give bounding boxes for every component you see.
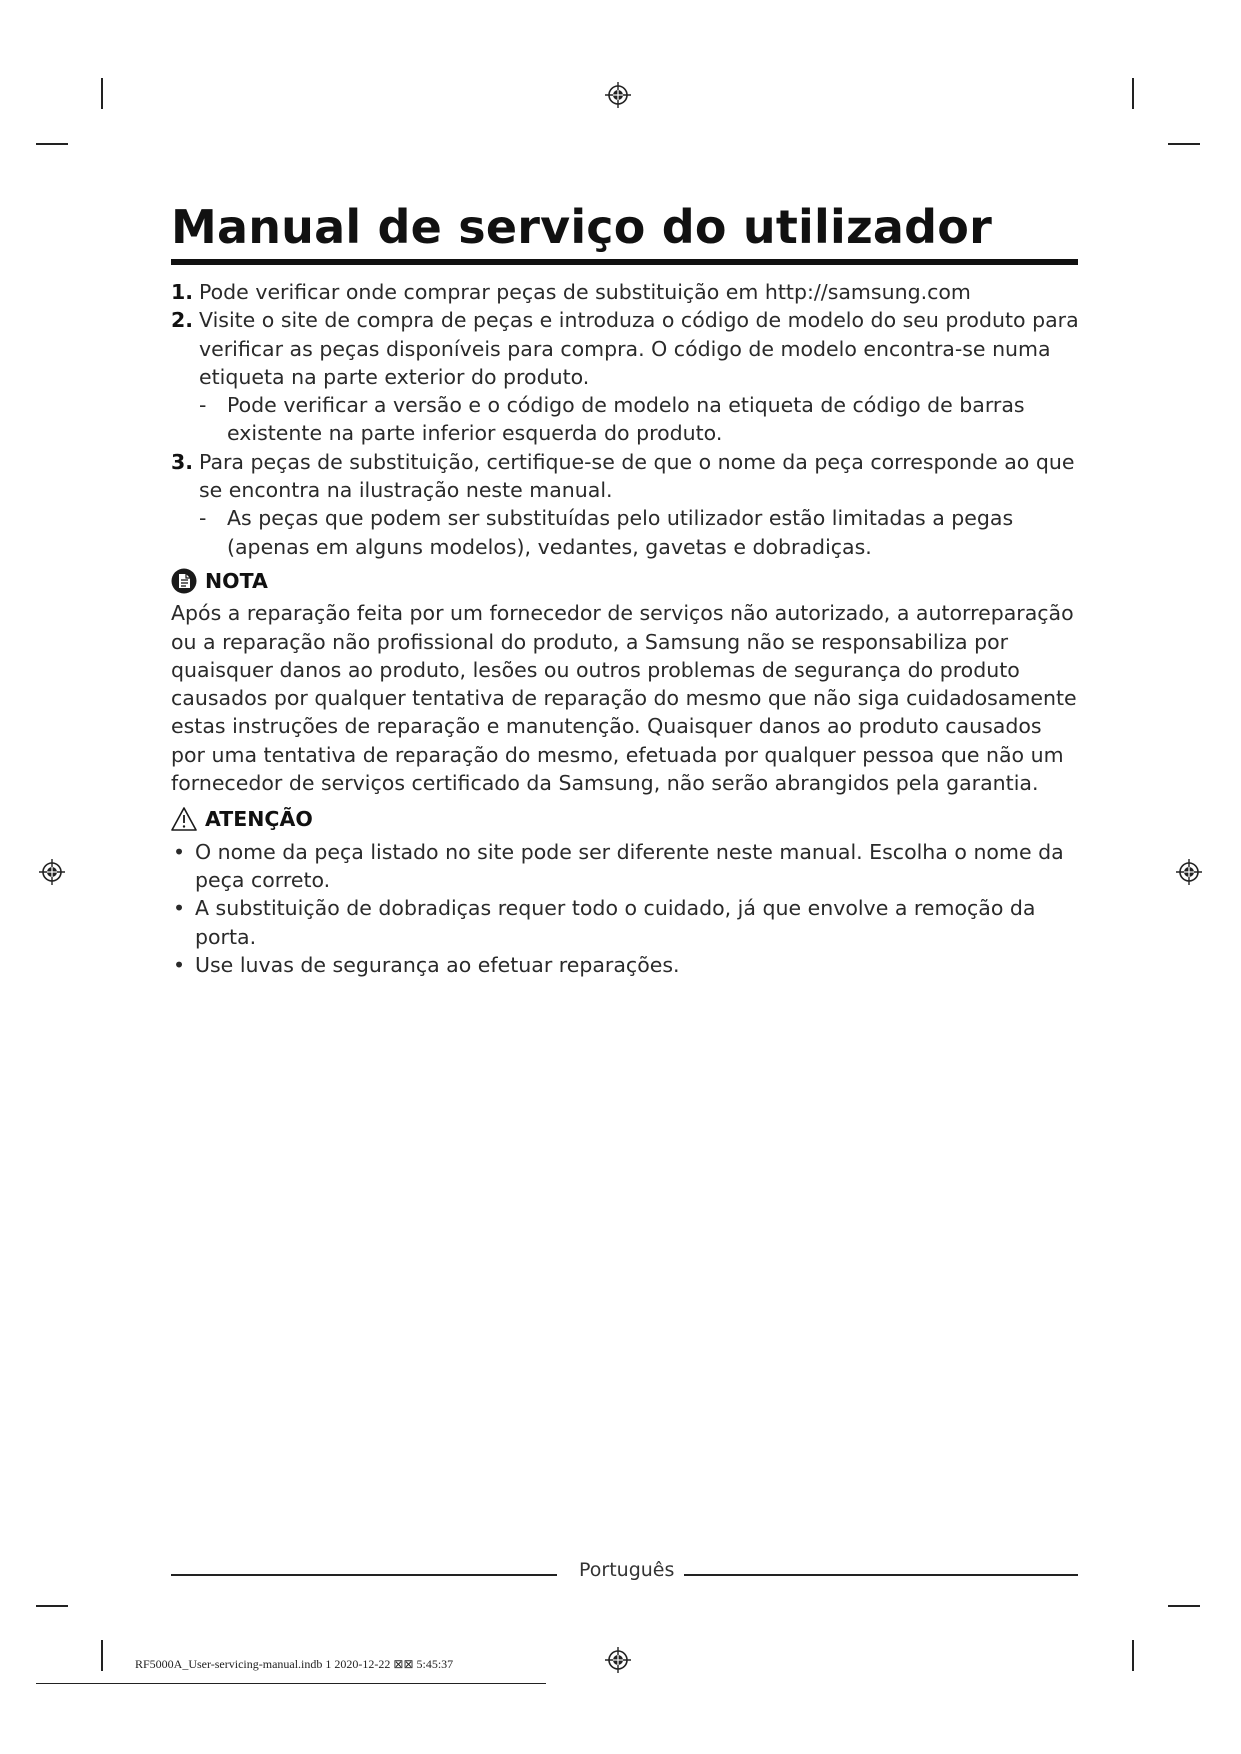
crop-mark-top-left-horizontal: [36, 143, 68, 145]
item-text: Para peças de substituição, certifique-se de que o nome da peça corresponde ao que se encontra na ilustração neste manual.: [199, 449, 1075, 503]
crop-mark-bottom-right-horizontal: [1168, 1605, 1200, 1607]
list-item: [171, 306, 1081, 391]
registration-mark-icon: [605, 82, 631, 108]
note-icon: [171, 568, 197, 594]
note-header: [171, 567, 1081, 595]
print-info: RF5000A_User-servicing-manual.indb 1 2020-12-22 ⊠⊠ 5:45:37: [135, 1657, 454, 1671]
footer-language: Português: [579, 1559, 675, 1581]
crop-mark-bottom-right-vertical: [1132, 1640, 1134, 1671]
title-underline: [171, 259, 1078, 265]
sub-item-text: As peças que podem ser substituídas pelo utilizador estão limitadas a pegas (apenas em alguns modelos), vedantes, gavetas e dobradiças.: [227, 506, 1014, 559]
crop-mark-top-left-vertical: [101, 78, 103, 109]
sub-list-item: - As peças que podem ser substituídas pelo utilizador estão limitadas a pegas (apenas em alguns modelos), vedantes, gavetas e dobradiças.: [171, 504, 1081, 561]
main-content: [171, 278, 1081, 979]
list-item: [171, 278, 1081, 306]
registration-mark-icon: [39, 859, 65, 885]
page-title: Manual de serviço do utilizador: [171, 200, 992, 254]
note-text: Após a reparação feita por um fornecedor de serviços não autorizado, a autorreparação ou a reparação não profissional do produto, a Samsung não se responsabiliza por quaisquer danos ao produto, lesões ou outros problemas de segurança do produto causados por qualquer tentativa de reparação do mesmo que não siga cuidadosamente estas instruções de reparação e manutenção. Quaisquer danos ao produto causados por uma tentativa de reparação do mesmo, efetuada por qualquer pessoa que não um fornecedor de serviços certificado da Samsung, não serão abrangidos pela garantia.: [171, 601, 1077, 796]
list-item: • Use luvas de segurança ao efetuar reparações.: [171, 951, 1081, 979]
footer-rule-left: [171, 1574, 557, 1576]
crop-mark-top-right-vertical: [1132, 78, 1134, 109]
crop-mark-top-right-horizontal: [1168, 143, 1200, 145]
list-item: • A substituição de dobradiças requer todo o cuidado, já que envolve a remoção da porta.: [171, 894, 1081, 951]
sub-list-item: - Pode verificar a versão e o código de modelo na etiqueta de código de barras existente na parte inferior esquerda do produto.: [171, 391, 1081, 448]
item-text: Pode verificar onde comprar peças de substituição em http://samsung.com: [199, 280, 971, 304]
bullet-text: A substituição de dobradiças requer todo o cuidado, já que envolve a remoção da porta.: [195, 896, 1036, 949]
print-info-rule: [36, 1683, 546, 1684]
list-item: • O nome da peça listado no site pode ser diferente neste manual. Escolha o nome da peça correto.: [171, 838, 1081, 895]
item-number: 1.: [171, 280, 194, 304]
item-text: Visite o site de compra de peças e introduza o código de modelo do seu produto para verificar as peças disponíveis para compra. O código de modelo encontra-se numa etiqueta na parte exterior do produto.: [199, 308, 1079, 389]
registration-mark-icon: [1176, 859, 1202, 885]
footer-rule-right: [684, 1574, 1078, 1576]
bullet-text: Use luvas de segurança ao efetuar reparações.: [195, 952, 680, 977]
caution-label: ATENÇÃO: [205, 807, 313, 832]
bullet-text: O nome da peça listado no site pode ser diferente neste manual. Escolha o nome da peça correto.: [195, 839, 1064, 892]
note-label: NOTA: [205, 568, 268, 593]
list-item: [171, 448, 1081, 505]
item-number: 3.: [171, 449, 194, 474]
registration-mark-icon: [605, 1647, 631, 1673]
crop-mark-bottom-left-horizontal: [36, 1605, 68, 1607]
warning-triangle-icon: [171, 806, 197, 832]
item-number: 2.: [171, 308, 194, 333]
crop-mark-bottom-left-vertical: [101, 1640, 103, 1671]
caution-header: [171, 805, 1081, 833]
sub-item-text: Pode verificar a versão e o código de modelo na etiqueta de código de barras existente na parte inferior esquerda do produto.: [227, 393, 1025, 446]
